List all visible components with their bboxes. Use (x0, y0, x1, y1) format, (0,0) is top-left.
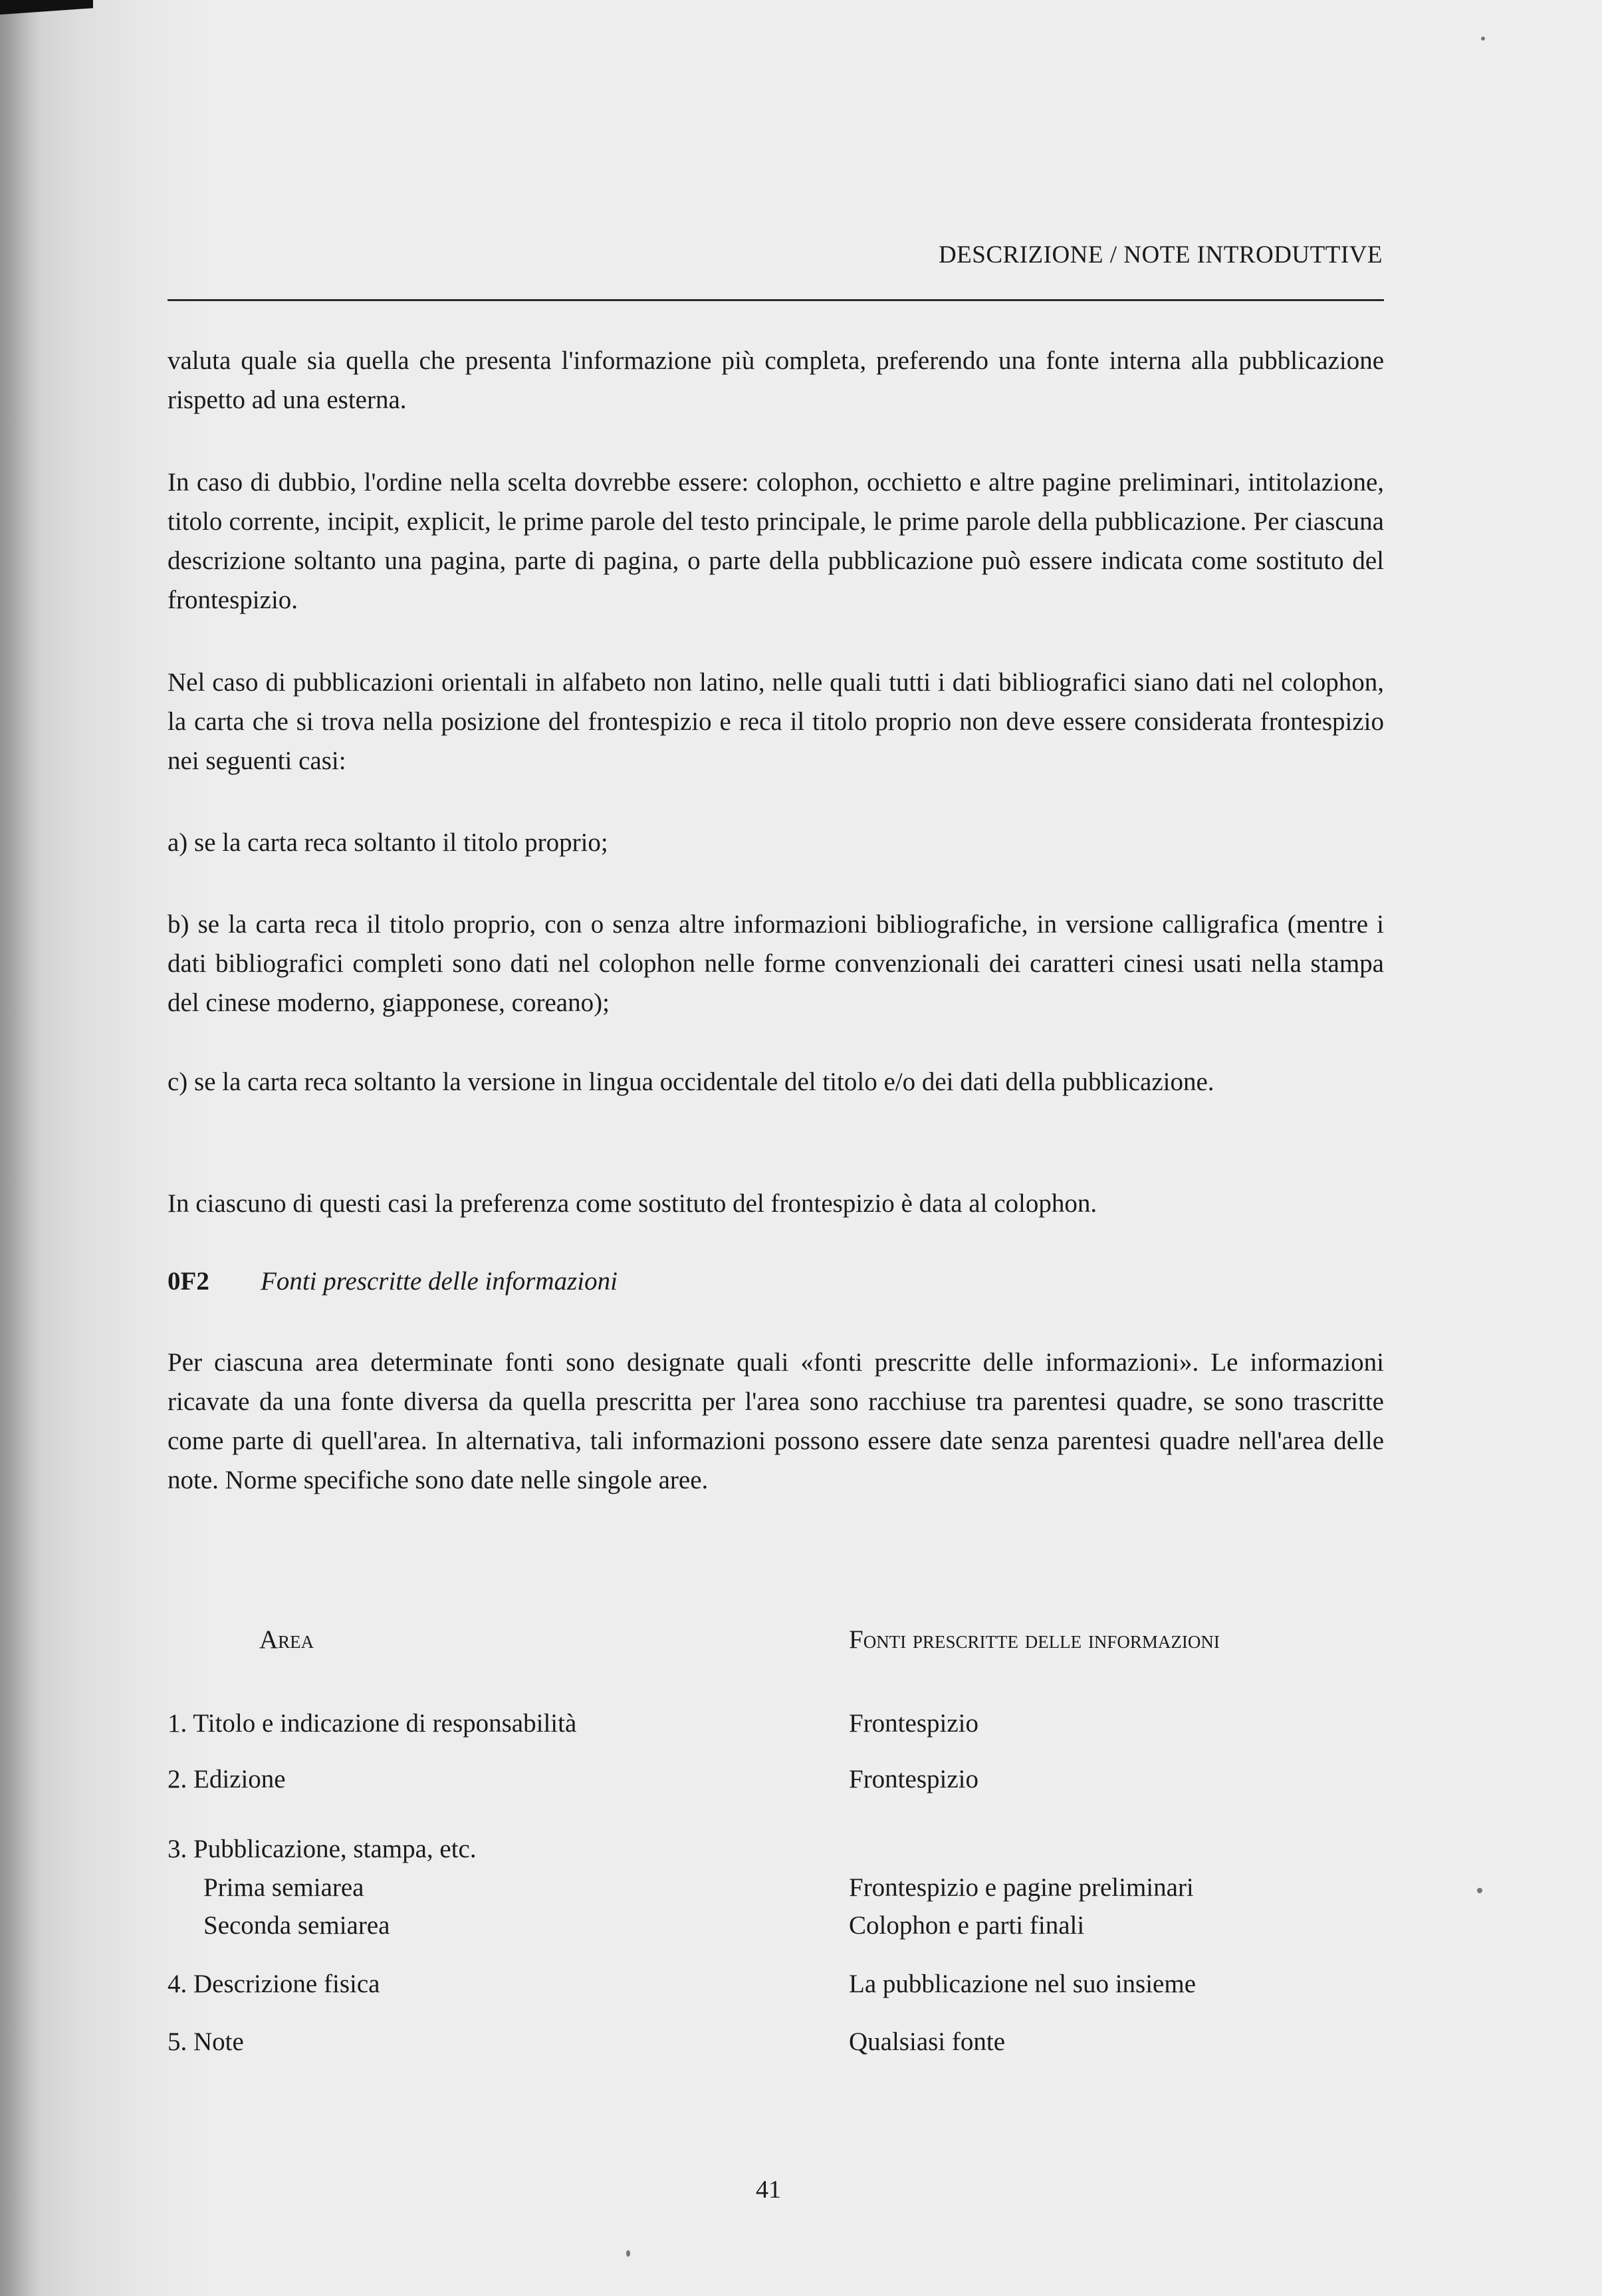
table-row-subarea: Seconda semiarea (203, 1911, 390, 1940)
table-row-area: 2. Edizione (168, 1765, 286, 1793)
scan-corner-edge (0, 0, 93, 15)
running-head: DESCRIZIONE / NOTE INTRODUTTIVE (938, 241, 1383, 269)
paragraph-order-of-preference: In caso di dubbio, l'ordine nella scelta dovrebbe essere: colophon, occhietto e altre pagine preliminari, intitolazione, titolo corrente, incipit, explicit, le prime parole del testo principale, le prime parole della pubblicazione. Per ciascuna descrizione soltanto una pagina, parte di pagina, o parte della pubblicazione può essere indicata come sostituto del frontespizio. (168, 468, 1384, 614)
page-number: 41 (756, 2176, 781, 2204)
scan-speck (1481, 37, 1485, 41)
table-row-source: Frontespizio (849, 1709, 978, 1738)
header-rule (168, 299, 1384, 301)
case-b: b) se la carta reca il titolo proprio, con o senza altre informazioni bibliografiche, in versione calligrafica (mentre i dati bibliografici completi sono dati nel colophon nelle forme convenzionali dei caratteri cinesi usati nella stampa del cinese moderno, giapponese, coreano); (168, 910, 1384, 1017)
paragraph-colophon-preference: In ciascuno di questi casi la preferenza come sostituto del frontespizio è data al colophon. (168, 1189, 1097, 1218)
table-header-sources: Fonti prescritte delle informazioni (849, 1625, 1220, 1654)
table-row-subarea: Prima semiarea (203, 1873, 364, 1902)
table-row-area: 5. Note (168, 2027, 244, 2056)
table-row-source: Qualsiasi fonte (849, 2027, 1006, 2056)
scan-speck (626, 2250, 630, 2257)
table-row-source: Frontespizio e pagine preliminari (849, 1873, 1194, 1902)
table-row-area: 4. Descrizione fisica (168, 1970, 380, 1998)
section-title: Fonti prescritte delle informazioni (261, 1267, 618, 1296)
paragraph-prescribed-sources: Per ciascuna area determinate fonti sono designate quali «fonti prescritte delle informazioni». Le informazioni ricavate da una fonte diversa da quella prescritta per l'area sono racchiuse tra parentesi quadre, se sono trascritte come parte di quell'area. In alternativa, tali informazioni possono essere date senza parentesi quadre nell'area delle note. Norme specifiche sono date nelle singole aree. (168, 1348, 1384, 1494)
table-header-area: Area (259, 1625, 314, 1654)
case-a: a) se la carta reca soltanto il titolo proprio; (168, 828, 608, 857)
table-row-area: 3. Pubblicazione, stampa, etc. (168, 1835, 477, 1863)
table-row-source: La pubblicazione nel suo insieme (849, 1970, 1197, 1998)
case-c: c) se la carta reca soltanto la versione in lingua occidentale del titolo e/o dei dati della pubblicazione. (168, 1068, 1214, 1096)
table-row-source: Colophon e parti finali (849, 1911, 1085, 1940)
table-row-area: 1. Titolo e indicazione di responsabilità (168, 1709, 577, 1738)
section-number: 0F2 (168, 1267, 209, 1296)
scan-speck (1477, 1888, 1482, 1893)
section-heading (168, 1262, 618, 1301)
paragraph-oriental-publications: Nel caso di pubblicazioni orientali in alfabeto non latino, nelle quali tutti i dati bibliografici siano dati nel colophon, la carta che si trova nella posizione del frontespizio e reca il titolo proprio non deve essere considerata frontespizio nei seguenti casi: (168, 668, 1384, 775)
paragraph-continuation: valuta quale sia quella che presenta l'informazione più completa, preferendo una fonte interna alla pubblicazione rispetto ad una esterna. (168, 346, 1384, 414)
table-row-source: Frontespizio (849, 1765, 978, 1793)
spine-shadow (0, 0, 40, 2296)
